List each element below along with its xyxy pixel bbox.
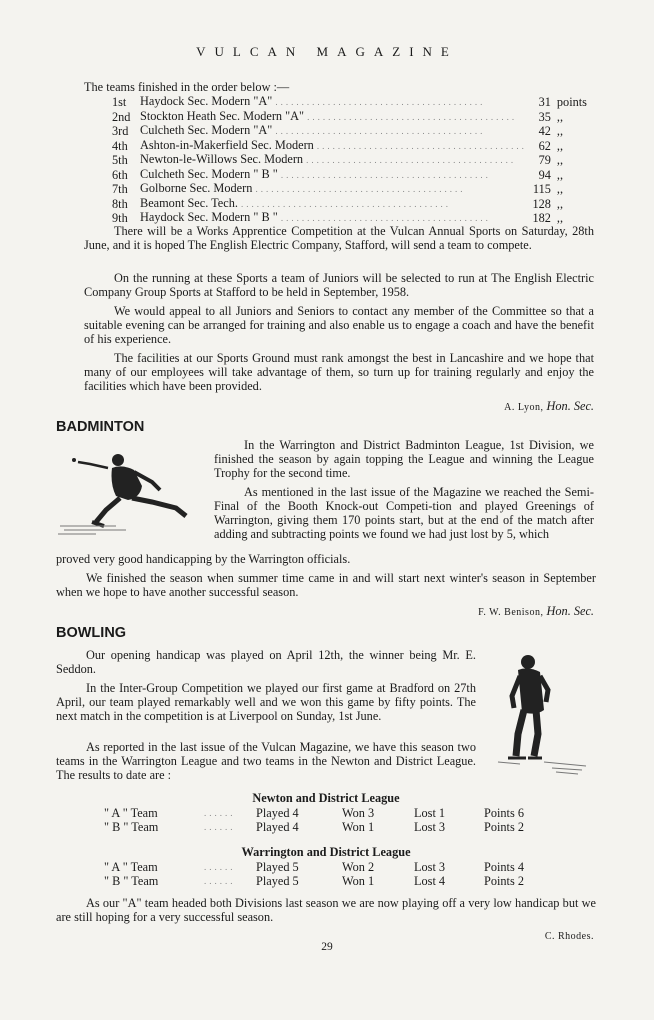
badminton-paragraph-2a: As mentioned in the last issue of the Magazine we reached the Semi-Final of the Booth Knock-out Competi-tion and played Greenings of Warrington, giving them 170 points start, but at the end of the match after adding and subtracting points we found we had just lost by 5, which (214, 485, 594, 541)
results-team: Culcheth Sec. Modern "A" ........................................ (140, 123, 486, 137)
athletics-signature-title: Hon. Sec. (546, 399, 594, 413)
results-unit: ,, (556, 109, 564, 124)
bowling-paragraph-1: Our opening handicap was played on April 12th, the winner being Mr. E. Seddon. (56, 648, 476, 676)
results-position: 1st (112, 95, 127, 109)
league-team: " B " Team (104, 873, 159, 888)
results-row (112, 95, 587, 110)
league-lost: Lost 3 (414, 860, 446, 874)
athletics-paragraph-4: The facilities at our Sports Ground must rank amongst the best in Lancashire and we hope that many of our employees will take advantage of them, so turn up for training regularly and enjoy the facilities which have been provided. (84, 351, 594, 393)
results-unit: ,, (556, 124, 564, 138)
results-position: 7th (112, 182, 128, 196)
badminton-heading: BADMINTON (56, 419, 145, 435)
league-team: " A " Team (104, 806, 158, 820)
athletics-signature-name: A. Lyon, (504, 402, 544, 413)
league-heading-warrington: Warrington and District League (241, 845, 411, 859)
league-table-newton (104, 807, 524, 834)
results-score: 62 (538, 138, 551, 153)
athletics-paragraph-2: On the running at these Sports a team of Juniors will be selected to run at The English Electric Company Group Sports at Stafford to be held in September, 1958. (84, 271, 594, 299)
results-score: 35 (538, 109, 551, 124)
bowling-signature-name: C. Rhodes. (544, 931, 594, 942)
results-intro: The teams finished in the order below :— (84, 80, 290, 94)
league-table-warrington (104, 861, 524, 888)
bowling-paragraph-4: As our "A" team headed both Divisions last season we are now playing off a very low handicap but we are still hoping for a very successful season. (56, 896, 596, 924)
results-score: 42 (538, 124, 551, 138)
league-won: Won 2 (342, 860, 375, 874)
bowler-illustration (496, 650, 590, 775)
bowling-paragraph-3: As reported in the last issue of the Vulcan Magazine, we have this season two teams in the Warrington League and two teams in the Newton and District League. The results to date are : (56, 740, 476, 782)
badminton-signature-name: F. W. Benison, (478, 607, 544, 618)
results-team: Haydock Sec. Modern "A" ........................................ (140, 94, 486, 108)
league-row (104, 875, 524, 889)
results-position: 3rd (112, 124, 129, 138)
results-row (112, 110, 587, 125)
results-score: 182 (532, 211, 551, 225)
league-team: " B " Team (104, 819, 159, 834)
league-won: Won 1 (342, 819, 375, 834)
leader-dots: ...... (204, 821, 236, 832)
results-position: 4th (112, 138, 128, 153)
results-score: 31 (538, 95, 551, 109)
league-row (104, 807, 524, 821)
results-row (112, 182, 587, 197)
results-unit: ,, (556, 211, 564, 225)
results-position: 6th (112, 167, 128, 182)
league-played: Played 5 (256, 873, 299, 888)
athletics-results-table (112, 95, 587, 226)
results-row (112, 168, 587, 183)
results-unit: ,, (556, 153, 564, 167)
league-row (104, 821, 524, 835)
league-lost: Lost 4 (414, 873, 446, 888)
league-played: Played 5 (256, 860, 299, 874)
league-lost: Lost 1 (414, 806, 446, 820)
results-unit: ,, (556, 182, 564, 196)
results-position: 5th (112, 153, 128, 167)
league-team: " A " Team (104, 860, 158, 874)
league-points: Points 2 (484, 819, 524, 834)
league-lost: Lost 3 (414, 819, 446, 834)
results-score: 79 (538, 153, 551, 167)
page-number: 29 (321, 941, 333, 953)
results-row (112, 153, 587, 168)
results-score: 94 (538, 167, 551, 182)
results-team: Golborne Sec. Modern ........................................ (140, 181, 466, 195)
league-points: Points 4 (484, 860, 524, 874)
athletics-signature (84, 399, 594, 414)
results-team: Newton-le-Willows Sec. Modern ........................................ (140, 152, 517, 166)
results-unit: ,, (556, 167, 564, 182)
leader-dots: ...... (204, 875, 236, 886)
results-unit: ,, (556, 138, 564, 153)
league-played: Played 4 (256, 806, 299, 820)
badminton-signature (84, 604, 594, 619)
league-points: Points 6 (484, 806, 524, 820)
results-team: Beamont Sec. Tech. ........................................ (140, 195, 452, 210)
badminton-paragraph-2b: proved very good handicapping by the Warrington officials. (56, 552, 351, 566)
results-unit: points (556, 95, 587, 109)
league-points: Points 2 (484, 873, 524, 888)
league-won: Won 1 (342, 873, 375, 888)
results-position: 8th (112, 196, 128, 211)
bowling-paragraph-2: In the Inter-Group Competition we played our first game at Bradford on 27th April, our team played remarkably well and we won this game by fifty points. The next match in the competition is at Liverpool on Sunday, 1st June. (56, 681, 476, 723)
league-heading-newton: Newton and District League (252, 791, 400, 805)
results-position: 2nd (112, 109, 131, 124)
results-row (112, 139, 587, 154)
results-row (112, 124, 587, 139)
badminton-paragraph-1: In the Warrington and District Badminton League, 1st Division, we finished the season by again topping the League and winning the League Trophy for the second time. (214, 438, 594, 480)
athletics-paragraph-3: We would appeal to all Juniors and Seniors to contact any member of the Committee so that a suitable evening can be arranged for training and also enable us to engage a coach and have the benefit of his experience. (84, 304, 594, 346)
running-head: VULCAN MAGAZINE (196, 44, 458, 59)
league-played: Played 4 (256, 819, 299, 834)
results-team: Haydock Sec. Modern " B " ........................................ (140, 210, 491, 224)
badminton-paragraph-3: We finished the season when summer time came in and will start next winter's season in September when we hope to have another successful season. (56, 571, 596, 599)
results-position: 9th (112, 211, 128, 225)
results-score: 115 (532, 182, 551, 196)
leader-dots: ...... (204, 808, 236, 818)
league-row (104, 861, 524, 875)
badminton-signature-title: Hon. Sec. (546, 604, 594, 618)
results-team: Ashton-in-Makerfield Sec. Modern ........................................ (140, 137, 527, 152)
athletics-paragraph-1: There will be a Works Apprentice Competition at the Vulcan Annual Sports on Saturday, 28th June, and it is hoped The English Electric Company, Stafford, will send a team to compete. (84, 224, 594, 252)
results-team: Stockton Heath Sec. Modern "A" ........................................ (140, 108, 518, 123)
leader-dots: ...... (204, 862, 236, 872)
bowling-heading: BOWLING (56, 625, 127, 641)
results-score: 128 (532, 196, 551, 211)
results-team: Culcheth Sec. Modern " B " ........................................ (140, 166, 491, 181)
results-unit: ,, (556, 196, 564, 211)
badminton-player-illustration (56, 446, 206, 536)
league-won: Won 3 (342, 806, 375, 820)
results-row (112, 197, 587, 212)
